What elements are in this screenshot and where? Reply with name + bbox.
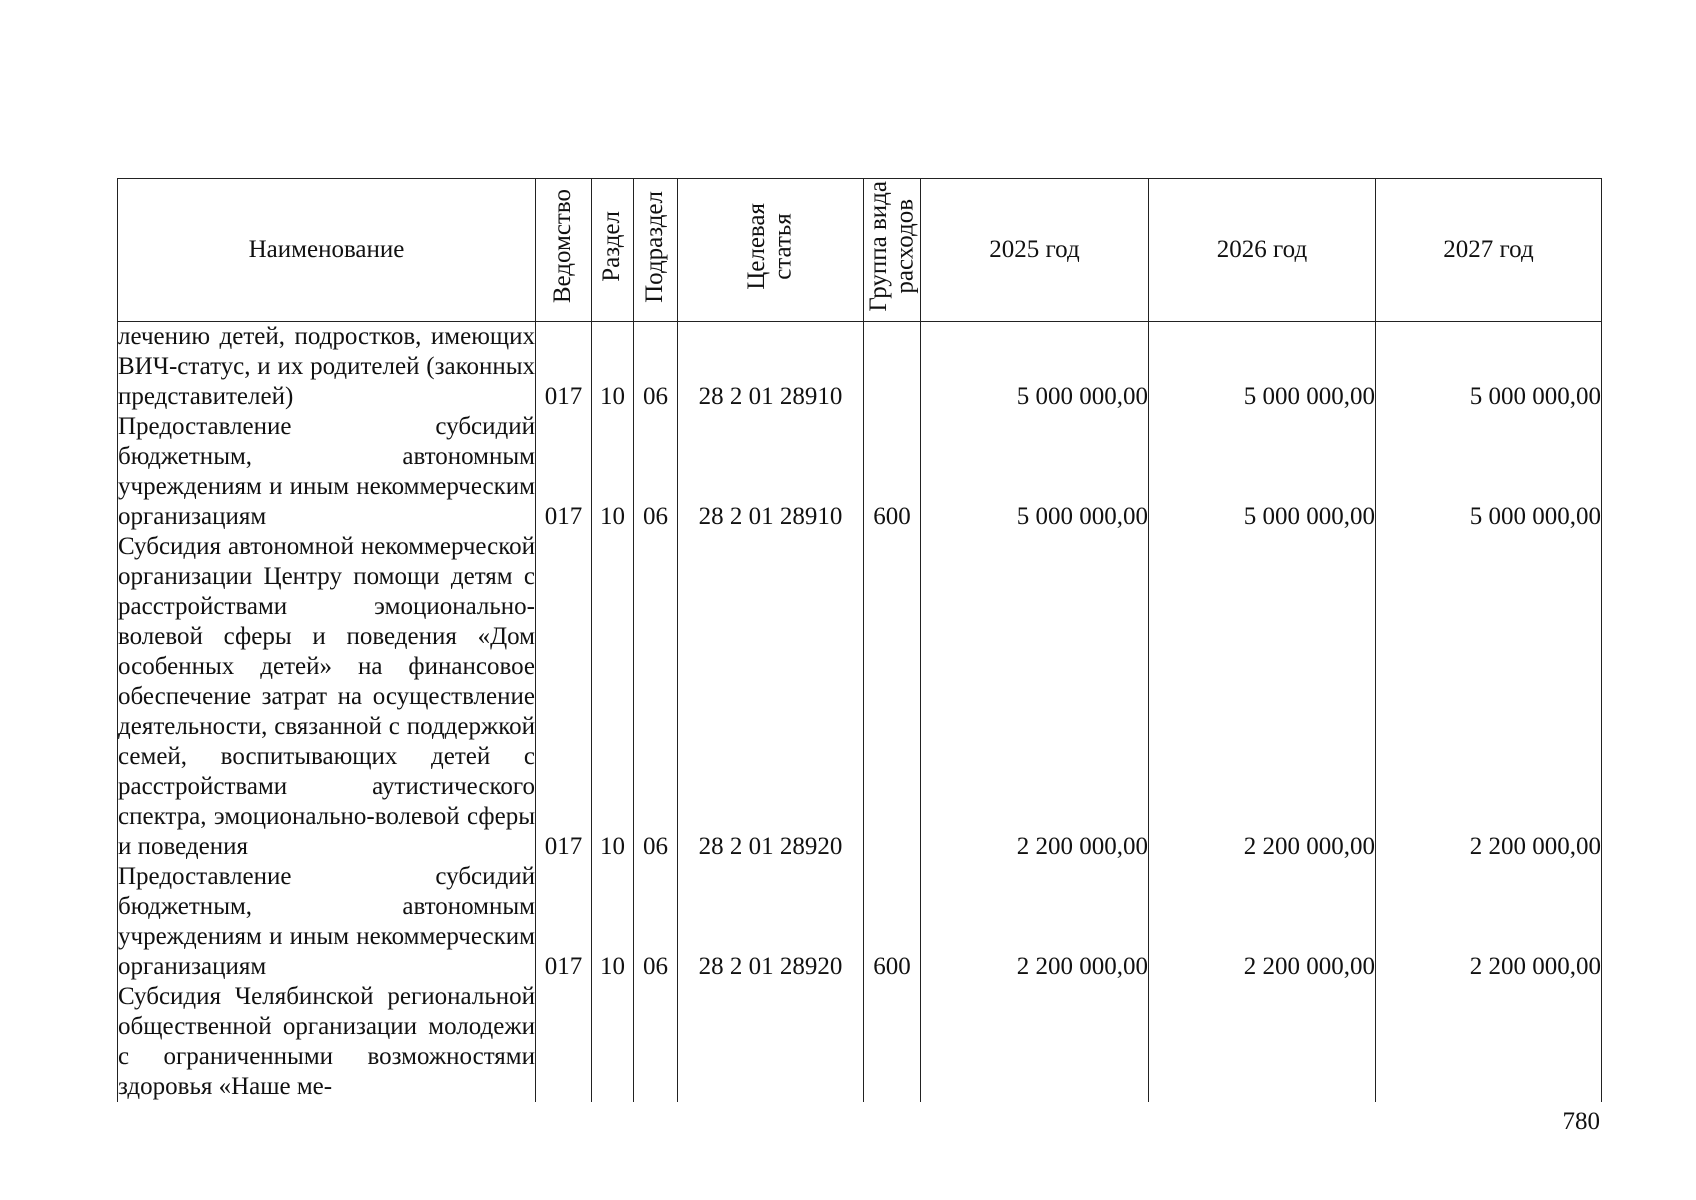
cell-razdel: 10 [592,322,634,413]
table-body [118,322,1602,1103]
cell-vedomstvo: 017 [536,322,592,413]
header-vedomstvo: Ведомство [536,179,592,322]
cell-2027: 2 200 000,00 [1376,532,1602,862]
cell-razdel [592,982,634,1102]
cell-podrazdel: 06 [634,322,678,413]
cell-2025: 5 000 000,00 [921,322,1149,413]
cell-razdel: 10 [592,412,634,532]
cell-name: Предоставление субсидий бюджетным, автономным учреждениям и иным некоммерческим организациям [118,413,535,530]
cell-podrazdel: 06 [634,862,678,982]
header-2025: 2025 год [921,179,1149,322]
cell-2027: 5 000 000,00 [1376,322,1602,413]
cell-2027 [1376,982,1602,1102]
table-row [118,862,1602,982]
cell-tselevaya-statya: 28 2 01 28910 [678,322,864,413]
cell-podrazdel [634,982,678,1102]
page-number: 780 [1562,1108,1600,1135]
cell-razdel: 10 [592,532,634,862]
cell-2026: 2 200 000,00 [1149,532,1376,862]
header-razdel: Раздел [592,179,634,322]
header-tselevaya-statya: Целевая статья [678,179,864,322]
cell-gruppa-vida-rashodov [864,322,921,413]
header-2027: 2027 год [1376,179,1602,322]
cell-tselevaya-statya [678,982,864,1102]
cell-name: лечению детей, подростков, имеющих ВИЧ-статус, и их родителей (законных представителей) [118,323,535,410]
table-row [118,412,1602,532]
cell-tselevaya-statya: 28 2 01 28920 [678,862,864,982]
cell-vedomstvo: 017 [536,532,592,862]
cell-vedomstvo [536,982,592,1102]
header-podrazdel: Подраздел [634,179,678,322]
cell-2025 [921,982,1149,1102]
cell-name: Предоставление субсидий бюджетным, автономным учреждениям и иным некоммерческим организациям [118,863,535,980]
budget-table [117,178,1602,1102]
cell-gruppa-vida-rashodov [864,532,921,862]
cell-tselevaya-statya: 28 2 01 28920 [678,532,864,862]
cell-2026 [1149,982,1376,1102]
cell-2026: 5 000 000,00 [1149,322,1376,413]
cell-2025: 2 200 000,00 [921,862,1149,982]
cell-2026: 5 000 000,00 [1149,412,1376,532]
table-row [118,532,1602,862]
table-row [118,982,1602,1102]
cell-2025: 5 000 000,00 [921,412,1149,532]
cell-podrazdel: 06 [634,412,678,532]
cell-name: Субсидия автономной некоммерческой организации Центру помощи детям с расстройствами эмоционально-волевой сферы и поведения «Дом особенных детей» на финансовое обеспечение затрат на осуществление деятельности, связанной с поддержкой семей, воспитывающих детей с расстройствами аутистического спектра, эмоционально-волевой сферы и поведения [118,533,535,860]
cell-gruppa-vida-rashodov: 600 [864,862,921,982]
header-2026: 2026 год [1149,179,1376,322]
cell-name: Субсидия Челябинской региональной общественной организации молодежи с ограниченными возможностями здоровья «Наше ме- [118,983,535,1100]
cell-gruppa-vida-rashodov [864,982,921,1102]
cell-2026: 2 200 000,00 [1149,862,1376,982]
cell-vedomstvo: 017 [536,862,592,982]
cell-2025: 2 200 000,00 [921,532,1149,862]
cell-vedomstvo: 017 [536,412,592,532]
cell-tselevaya-statya: 28 2 01 28910 [678,412,864,532]
cell-gruppa-vida-rashodov: 600 [864,412,921,532]
header-gruppa-vida-rashodov: Группа вида расходов [864,179,921,322]
cell-2027: 5 000 000,00 [1376,412,1602,532]
cell-2027: 2 200 000,00 [1376,862,1602,982]
table-row [118,322,1602,413]
header-name: Наименование [118,179,536,322]
cell-razdel: 10 [592,862,634,982]
cell-podrazdel: 06 [634,532,678,862]
table-header-row [118,179,1602,322]
